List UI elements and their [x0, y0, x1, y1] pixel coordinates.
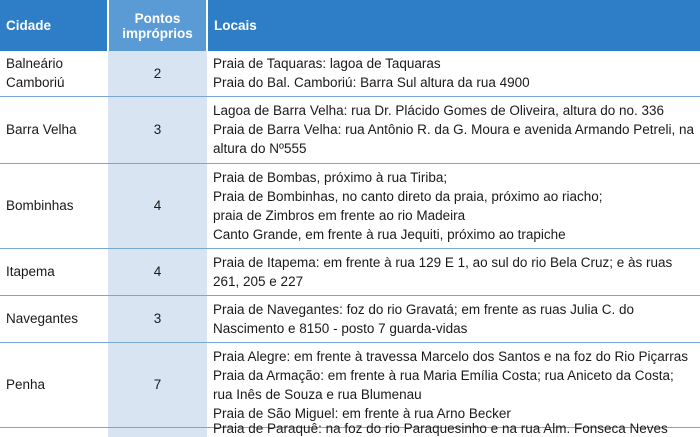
header-pontos-line1: Pontos — [134, 10, 181, 26]
city-name: Barra Velha — [6, 122, 77, 137]
header-row — [0, 0, 700, 51]
points-cell: 4 — [108, 163, 207, 248]
city-cell — [0, 295, 108, 342]
location-line: Praia de São Miguel: em frente à rua Arno Becker — [213, 405, 511, 421]
city-name: Navegantes — [6, 311, 79, 326]
location-line: Praia de Navegantes: foz do rio Gravatá; em frente as ruas Julia C. do — [213, 301, 634, 317]
locations-cell — [207, 163, 700, 248]
locations-cell — [207, 96, 700, 163]
locations-cell — [207, 295, 700, 342]
city-name: Bombinhas — [6, 198, 74, 213]
location-line: Praia de Taquaras: lagoa de Taquaras — [213, 56, 441, 72]
locations-cell — [207, 420, 700, 437]
location-line: Praia de Barra Velha: rua Antônio R. da G. Moura e avenida Armando Petreli, na — [213, 122, 695, 137]
location-line: Canto Grande, em frente à rua Jequiti, próximo ao trapiche — [213, 226, 566, 242]
location-line: Praia de Paraquê: na foz do rio Paraquesinho e na rua Alm. Fonseca Neves — [213, 420, 668, 436]
location-line: Praia da Armação: em frente à rua Maria Emília Costa; rua Aniceto da Costa; — [213, 367, 674, 383]
location-line: Praia de Itapema: em frente à rua 129 E 1, ao sul do rio Bela Cruz; e às ruas — [213, 254, 673, 270]
city-cell — [0, 248, 108, 295]
location-line: Nascimento e 8150 - posto 7 guarda-vidas — [213, 320, 468, 336]
header-pontos — [108, 0, 207, 51]
table-row — [0, 96, 700, 163]
location-line: praia de Zimbros em frente ao rio Madeira — [213, 207, 466, 223]
table-row-partial — [0, 427, 700, 437]
points-cell — [108, 427, 207, 437]
locations-cell — [207, 248, 700, 295]
city-cell — [0, 51, 108, 96]
points-cell: 4 — [108, 248, 207, 295]
header-cidade: Cidade — [0, 0, 108, 51]
points-cell: 3 — [108, 295, 207, 342]
city-cell — [0, 342, 108, 427]
location-line: altura do Nº555 — [213, 141, 307, 156]
locations-cell — [207, 342, 700, 427]
location-line: Praia de Bombinhas, no canto direto da praia, próximo ao riacho; — [213, 188, 603, 204]
location-line: Lagoa de Barra Velha: rua Dr. Plácido Gomes de Oliveira, altura do no. 336 — [213, 103, 665, 118]
table-row — [0, 342, 700, 427]
city-cell — [0, 96, 108, 163]
table-row — [0, 248, 700, 295]
location-line: rua Inês de Souza e rua Blumenau — [213, 386, 422, 402]
points-cell: 2 — [108, 51, 207, 96]
location-line: Praia de Bombas, próximo à rua Tiriba; — [213, 169, 448, 185]
points-cell: 3 — [108, 96, 207, 163]
header-pontos-line2: impróprios — [122, 25, 193, 41]
table-row — [0, 51, 700, 96]
location-line: 261, 205 e 227 — [213, 273, 304, 289]
header-locais: Locais — [207, 0, 700, 51]
city-name: Itapema — [6, 264, 55, 279]
table-row — [0, 163, 700, 248]
city-cell — [0, 163, 108, 248]
points-cell: 7 — [108, 342, 207, 427]
city-name: Penha — [6, 377, 46, 392]
city-name: Balneário — [6, 56, 64, 72]
city-name: Camboriú — [6, 75, 65, 91]
location-line: Praia do Bal. Camboriú: Barra Sul altura da rua 4900 — [213, 75, 530, 91]
location-line: Praia Alegre: em frente à travessa Marcelo dos Santos e na foz do Rio Piçarras — [213, 348, 688, 364]
locations-cell — [207, 51, 700, 96]
table-row — [0, 295, 700, 342]
city-cell — [0, 427, 108, 437]
